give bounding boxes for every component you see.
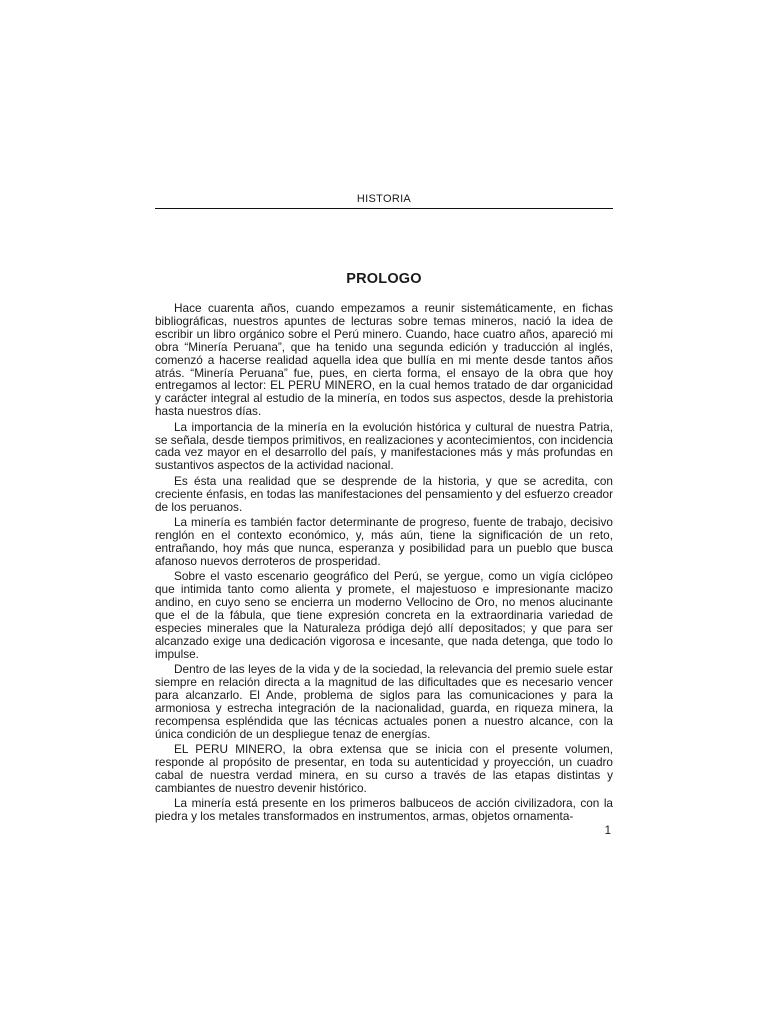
paragraph: La minería es también factor determinante de progreso, fuente de trabajo, decisivo renglón en el contexto económico, y, más aún, tiene la significación de un reto, entrañando, hoy más que nunca, esperanza y posibilidad para un pueblo que busca afanoso nuevos derroteros de prosperidad. [155, 515, 613, 568]
paragraph: Sobre el vasto escenario geográfico del Perú, se yergue, como un vigía ciclópeo que intimida tanto como alienta y promete, el majestuoso e impresionante macizo andino, en cuyo seno se encierra un moderno Vellocino de Oro, no menos alucinante que el de la fábula, que tiene expresión concreta en la extraordinaria variedad de especies minerales que la Naturaleza pródiga dejó allí depositados; y que para ser alcanzado exige una dedicación vigorosa e incesante, que nada detenga, que todo lo impulse. [155, 569, 613, 661]
paragraph: Dentro de las leyes de la vida y de la sociedad, la relevancia del premio suele estar siempre en relación directa a la magnitud de las dificultades que es necesario vencer para alcanzarlo. El Ande, problema de siglos para las comunicaciones y para la armoniosa y estrecha integración de la nacionalidad, guarda, en riqueza minera, la recompensa espléndida que las técnicas actuales ponen a nuestro alcance, con la única condición de un despliegue tenaz de energías. [155, 661, 613, 741]
chapter-title: PROLOGO [346, 271, 422, 287]
running-header: HISTORIA [155, 192, 613, 209]
paragraph: La importancia de la minería en la evolución histórica y cultural de nuestra Patria, se señala, desde tiempos primitivos, en realizaciones y acontecimientos, con incidencia cada vez mayor en el desarrollo del país, y manifestaciones más y más profundas en sustantivos aspectos de la actividad nacional. [155, 419, 613, 473]
paragraph: Es ésta una realidad que se desprende de la historia, y que se acredita, con creciente énfasis, en todas las manifestaciones del pensamiento y del esfuerzo creador de los peruanos. [155, 473, 613, 514]
paragraph: La minería está presente en los primeros balbuceos de acción civilizadora, con la piedra y los metales transformados en instrumentos, armas, objetos ornamenta- [155, 796, 613, 823]
page-number: 1 [604, 825, 611, 838]
prologue-body [155, 302, 613, 823]
paragraph: Hace cuarenta años, cuando empezamos a reunir sistemáticamente, en fichas bibliográficas, nuestros apuntes de lecturas sobre temas mineros, nació la idea de escribir un libro orgánico sobre el Perú minero. Cuando, hace cuatro años, apareció mi obra “Minería Peruana”, que ha tenido una segunda edición y traducción al inglés, comenzó a hacerse realidad aquella idea que bullía en mi mente desde tantos años atrás. “Minería Peruana” fue, pues, en cierta forma, el ensayo de la obra que hoy entregamos al lector: EL PERU MINERO, en la cual hemos tratado de dar organicidad y carácter integral al estudio de la minería, en todos sus aspectos, desde la prehistoria hasta nuestros días. [155, 301, 613, 419]
paragraph: EL PERU MINERO, la obra extensa que se inicia con el presente volumen, responde al propósito de presentar, en toda su autenticidad y proyección, un cuadro cabal de nuestra verdad minera, en su curso a través de las etapas distintas y cambiantes de nuestro devenir histórico. [155, 741, 613, 795]
document-page [155, 192, 613, 837]
